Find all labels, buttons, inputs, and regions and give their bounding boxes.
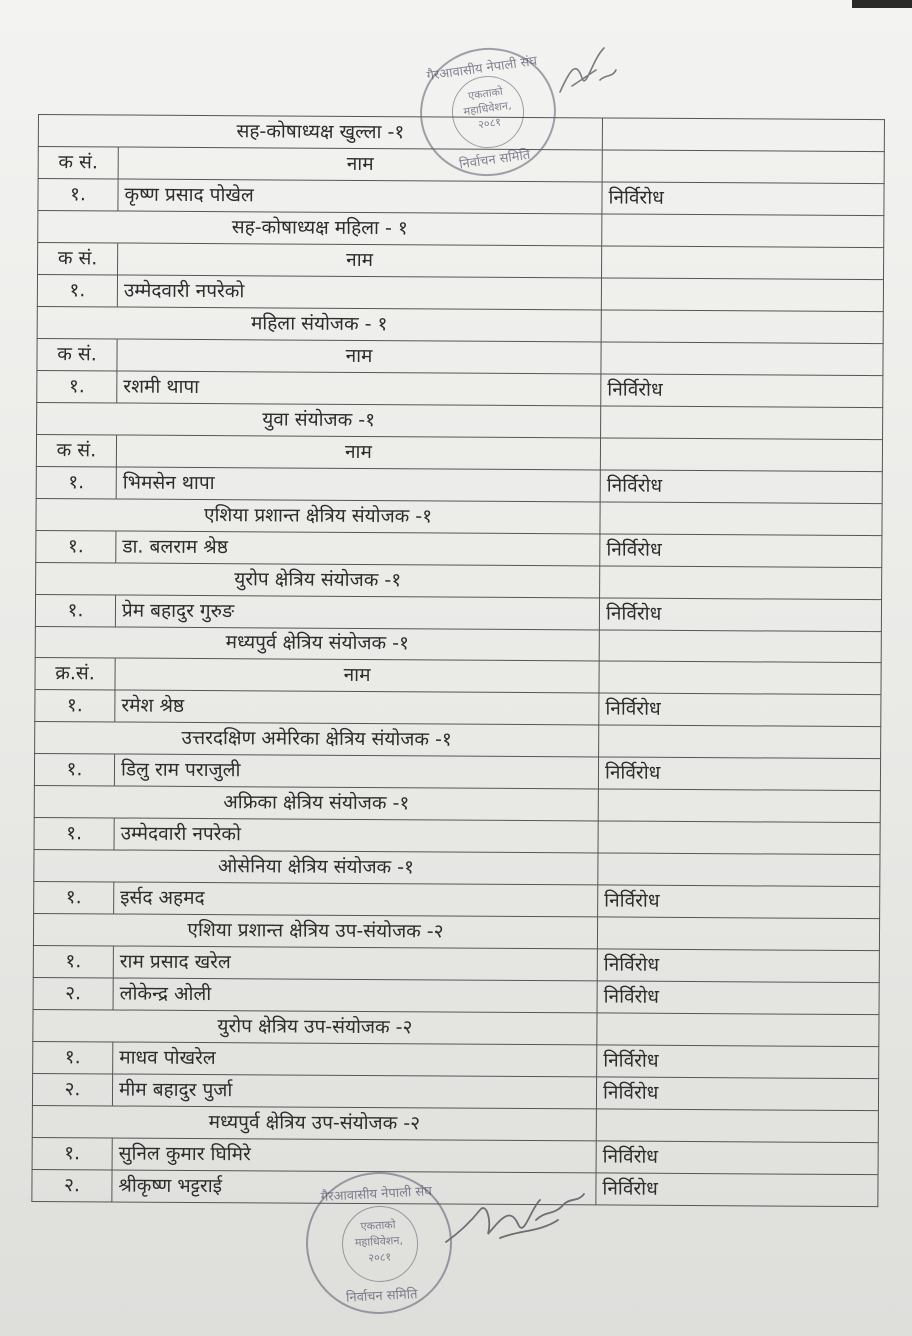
serial-number: २.: [32, 1074, 112, 1106]
section-title: युरोप क्षेत्रिय संयोजक -१: [36, 562, 600, 597]
candidate-name: माधव पोखरेल: [113, 1042, 597, 1077]
section-title: सह-कोषाध्यक्ष खुल्ला -१: [38, 115, 602, 150]
status-empty-cell: [601, 342, 883, 376]
candidate-row: [37, 274, 883, 311]
status-empty-cell: [600, 502, 882, 536]
candidate-status: निर्विरोध: [596, 1077, 878, 1111]
election-results-table: [31, 114, 885, 1207]
candidate-name: श्रीकृष्ण भट्टराई: [112, 1170, 596, 1205]
candidate-row: [36, 530, 882, 567]
section-title-row: [32, 1106, 878, 1143]
candidate-row: [36, 466, 882, 503]
serial-header: क सं.: [37, 338, 117, 370]
candidate-status: निर्विरोध: [599, 693, 881, 727]
candidate-status: निर्विरोध: [600, 534, 882, 568]
status-empty-cell: [602, 214, 884, 248]
candidate-status: निर्विरोध: [598, 757, 880, 791]
status-empty-cell: [598, 789, 880, 823]
candidate-row: [35, 690, 881, 727]
candidate-name: मीम बहादुर पुर्जा: [112, 1074, 596, 1109]
status-empty-cell: [602, 118, 884, 152]
status-empty-cell: [600, 438, 882, 472]
candidate-row: [37, 370, 883, 407]
stamp-ring-bottom-text: निर्वाचन समिति: [345, 1287, 418, 1306]
candidate-row: [34, 882, 880, 919]
section-title-row: [35, 626, 881, 663]
section-title-row: [37, 306, 883, 343]
name-header: नाम: [117, 339, 601, 374]
section-title-row: [35, 722, 881, 759]
candidate-status: निर्विरोध: [596, 1173, 878, 1207]
signature-bottom: [440, 1180, 590, 1260]
section-title-row: [33, 1010, 879, 1047]
stamp-ring-top-text: गैरआवासीय नेपाली संघ: [320, 1184, 433, 1205]
candidate-row: [32, 1074, 878, 1111]
stamp-center-line-1: एकताको: [467, 84, 504, 103]
serial-number: १.: [37, 274, 117, 306]
candidate-name: इर्सद अहमद: [114, 882, 598, 917]
column-header-row: [38, 242, 884, 279]
candidate-row: [33, 1042, 879, 1079]
section-title-row: [36, 498, 882, 535]
serial-number: २.: [33, 978, 113, 1010]
status-empty-cell: [596, 1109, 878, 1143]
status-empty-cell: [599, 629, 881, 663]
background-edge: [852, 0, 912, 8]
candidate-status: निर्विरोध: [597, 1045, 879, 1079]
serial-number: १.: [36, 530, 116, 562]
section-title: महिला संयोजक - १: [37, 306, 601, 341]
candidate-name: रशमी थापा: [117, 371, 601, 406]
section-title: सह-कोषाध्यक्ष महिला - १: [38, 210, 602, 245]
candidate-name: सुनिल कुमार घिमिरे: [112, 1138, 596, 1173]
serial-number: १.: [32, 1137, 112, 1169]
column-header-row: [35, 658, 881, 695]
section-title-row: [38, 210, 884, 247]
stamp-center-line-3: २०८१: [477, 115, 502, 132]
candidate-name: लोकेन्द्र ओली: [113, 978, 597, 1013]
section-title: ओसेनिया क्षेत्रिय संयोजक -१: [34, 850, 598, 885]
section-title-row: [33, 914, 879, 951]
serial-number: १.: [33, 1042, 113, 1074]
serial-number: १.: [38, 178, 118, 210]
serial-header: क सं.: [38, 146, 118, 178]
stamp-ring-bottom-text: निर्वाचन समिति: [458, 147, 532, 173]
candidate-row: [32, 1137, 878, 1174]
section-title: मध्यपुर्व क्षेत्रिय उप-संयोजक -२: [32, 1106, 596, 1141]
candidate-name: डिलु राम पराजुली: [114, 754, 598, 789]
candidate-name: राम प्रसाद खरेल: [113, 946, 597, 981]
section-title: उत्तरदक्षिण अमेरिका क्षेत्रिय संयोजक -१: [35, 722, 599, 757]
stamp-center-line-2: महाधिवेशन,: [354, 1233, 404, 1250]
serial-number: १.: [36, 466, 116, 498]
results-table-body: [32, 115, 885, 1207]
candidate-name: कृष्ण प्रसाद पोखेल: [118, 179, 602, 214]
status-empty-cell: [600, 566, 882, 600]
serial-header: क सं.: [38, 242, 118, 274]
candidate-status: निर्विरोध: [596, 1141, 878, 1175]
candidate-status: निर्विरोध: [600, 470, 882, 504]
election-committee-stamp-bottom: [302, 1168, 455, 1317]
stamp-ring-top-text: गैरआवासीय नेपाली संघ: [425, 53, 538, 85]
status-empty-cell: [602, 150, 884, 184]
candidate-status: निर्विरोध: [602, 182, 884, 216]
column-header-row: [37, 338, 883, 375]
candidate-name: रमेश श्रेष्ठ: [115, 690, 599, 725]
status-empty-cell: [601, 406, 883, 440]
serial-header: क सं.: [36, 434, 116, 466]
status-empty-cell: [597, 917, 879, 951]
candidate-status: निर्विरोध: [597, 949, 879, 983]
candidate-name: प्रेम बहादुर गुरुङ: [115, 595, 599, 630]
serial-header: क्र.सं.: [35, 658, 115, 690]
candidate-row: [33, 978, 879, 1015]
section-title-row: [34, 850, 880, 887]
column-header-row: [36, 434, 882, 471]
stamp-center-line-3: २०८१: [367, 1250, 392, 1265]
stamp-center-line-2: महाधिवेशन,: [462, 98, 513, 119]
section-title-row: [34, 786, 880, 823]
candidate-name: डा. बलराम श्रेष्ठ: [116, 531, 600, 566]
status-empty-cell: [602, 246, 884, 280]
candidate-name: उम्मेदवारी नपरेको: [117, 275, 601, 310]
section-title: युरोप क्षेत्रिय उप-संयोजक -२: [33, 1010, 597, 1045]
candidate-row: [35, 594, 881, 631]
status-empty-cell: [599, 661, 881, 695]
section-title: युवा संयोजक -१: [37, 402, 601, 437]
section-title: एशिया प्रशान्त क्षेत्रिय उप-संयोजक -२: [33, 914, 597, 949]
section-title: अफ्रिका क्षेत्रिय संयोजक -१: [34, 786, 598, 821]
name-header: नाम: [116, 435, 600, 470]
candidate-row: [34, 754, 880, 791]
name-header: नाम: [115, 658, 599, 693]
serial-number: २.: [32, 1169, 112, 1202]
status-empty-cell: [599, 725, 881, 759]
serial-number: १.: [34, 754, 114, 786]
candidate-name: उम्मेदवारी नपरेको: [114, 818, 598, 853]
candidate-name: भिमसेन थापा: [116, 467, 600, 502]
status-empty-cell: [598, 853, 880, 887]
serial-number: १.: [37, 370, 117, 402]
section-title-row: [36, 562, 882, 599]
candidate-status: निर्विरोध: [597, 981, 879, 1015]
candidate-status: निर्विरोध: [599, 597, 881, 631]
status-empty-cell: [601, 310, 883, 344]
serial-number: १.: [35, 594, 115, 626]
section-title-row: [37, 402, 883, 439]
candidate-status: [601, 278, 883, 312]
serial-number: १.: [33, 946, 113, 978]
serial-number: १.: [34, 818, 114, 850]
stamp-center-line-1: एकताको: [360, 1218, 396, 1233]
status-empty-cell: [597, 1013, 879, 1047]
serial-number: १.: [35, 690, 115, 722]
candidate-row: [33, 946, 879, 983]
candidate-row: [34, 818, 880, 855]
name-header: नाम: [118, 243, 602, 278]
section-title: मध्यपुर्व क्षेत्रिय संयोजक -१: [35, 626, 599, 661]
candidate-row: [38, 178, 884, 215]
section-title: एशिया प्रशान्त क्षेत्रिय संयोजक -१: [36, 498, 600, 533]
candidate-status: निर्विरोध: [601, 374, 883, 408]
name-header: नाम: [118, 147, 602, 182]
candidate-status: [598, 821, 880, 855]
signature-top: [552, 40, 622, 110]
serial-number: १.: [34, 882, 114, 914]
candidate-status: निर्विरोध: [598, 885, 880, 919]
